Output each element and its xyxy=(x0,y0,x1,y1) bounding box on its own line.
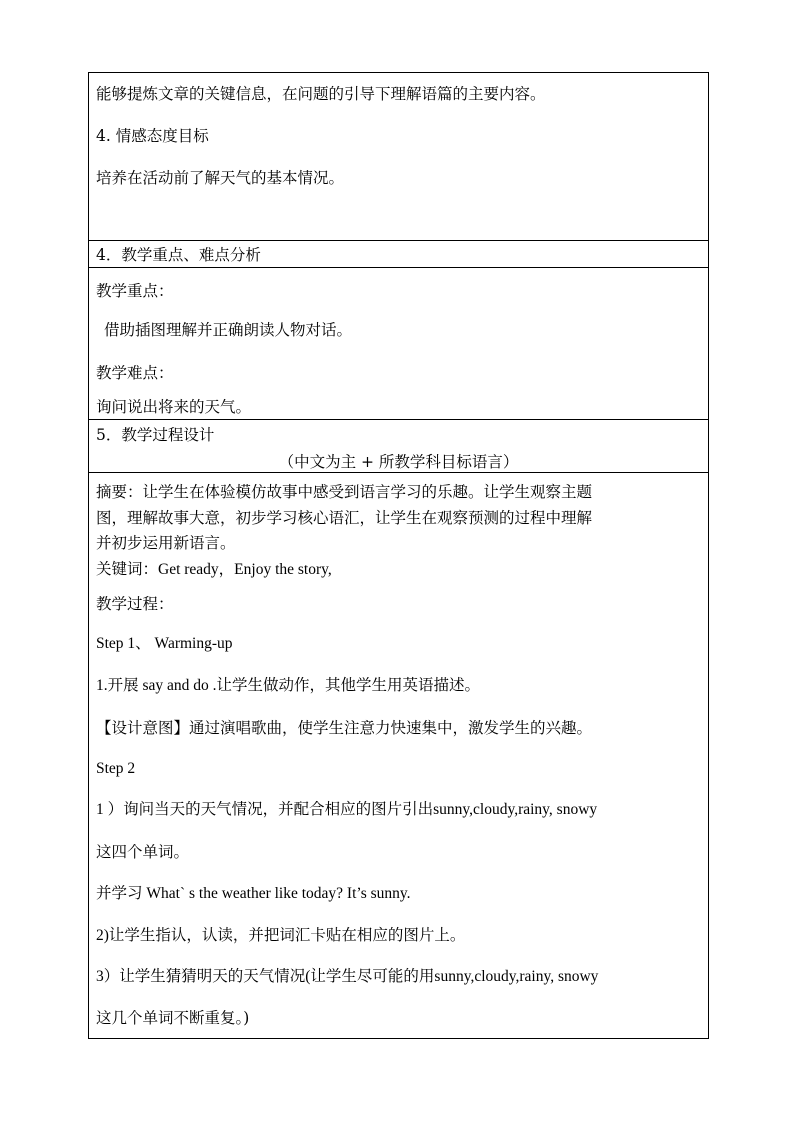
step-2-item-1b: 这四个单词。 xyxy=(96,843,190,861)
process-heading: 5．教学过程设计 xyxy=(96,426,215,444)
step-1-heading: Step 1、 Warming-up xyxy=(96,635,233,652)
design-intent: 【设计意图】通过演唱歌曲，使学生注意力快速集中，激发学生的兴趣。 xyxy=(96,719,593,737)
abstract-line-2: 图，理解故事大意，初步学习核心语汇，让学生在观察预测的过程中理解 xyxy=(96,509,593,527)
step-2-item-2: 2)让学生指认，认读，并把词汇卡贴在相应的图片上。 xyxy=(96,927,466,944)
difficulty-text: 询问说出将来的天气。 xyxy=(96,398,252,416)
step-1-item: 1.开展 say and do .让学生做动作，其他学生用英语描述。 xyxy=(96,677,481,694)
step-2-learn: 并学习 What` s the weather like today? It’s sunny. xyxy=(96,885,411,902)
abstract-line-1: 摘要：让学生在体验模仿故事中感受到语言学习的乐趣。让学生观察主题 xyxy=(96,483,593,501)
step-2-heading: Step 2 xyxy=(96,760,136,777)
step-2-item-3a: 3）让学生猜猜明天的天气情况(让学生尽可能的用sunny,cloudy,rainy, snowy xyxy=(96,968,599,985)
difficulty-label: 教学难点： xyxy=(96,364,174,382)
step-2-item-3b: 这几个单词不断重复。) xyxy=(96,1009,250,1027)
key-point-label: 教学重点： xyxy=(96,282,174,300)
process-label: 教学过程： xyxy=(96,595,174,613)
abstract-line-3: 并初步运用新语言。 xyxy=(96,534,236,552)
step-2-item-1a: 1 ）询问当天的天气情况，并配合相应的图片引出sunny,cloudy,rainy, snowy xyxy=(96,801,598,818)
objective-text: 能够提炼文章的关键信息，在问题的引导下理解语篇的主要内容。 xyxy=(96,85,546,103)
process-content-cell xyxy=(88,472,709,1039)
key-points-heading: 4．教学重点、难点分析 xyxy=(96,246,261,264)
key-point-text: 借助插图理解并正确朗读人物对话。 xyxy=(104,321,353,339)
process-subtitle: （中文为主 + 所教学科目标语言） xyxy=(278,453,519,471)
affective-goal-text: 培养在活动前了解天气的基本情况。 xyxy=(96,169,345,187)
keywords: 关键词：Get ready，Enjoy the story, xyxy=(96,561,332,578)
affective-goal-heading: 4. 情感态度目标 xyxy=(96,127,209,145)
